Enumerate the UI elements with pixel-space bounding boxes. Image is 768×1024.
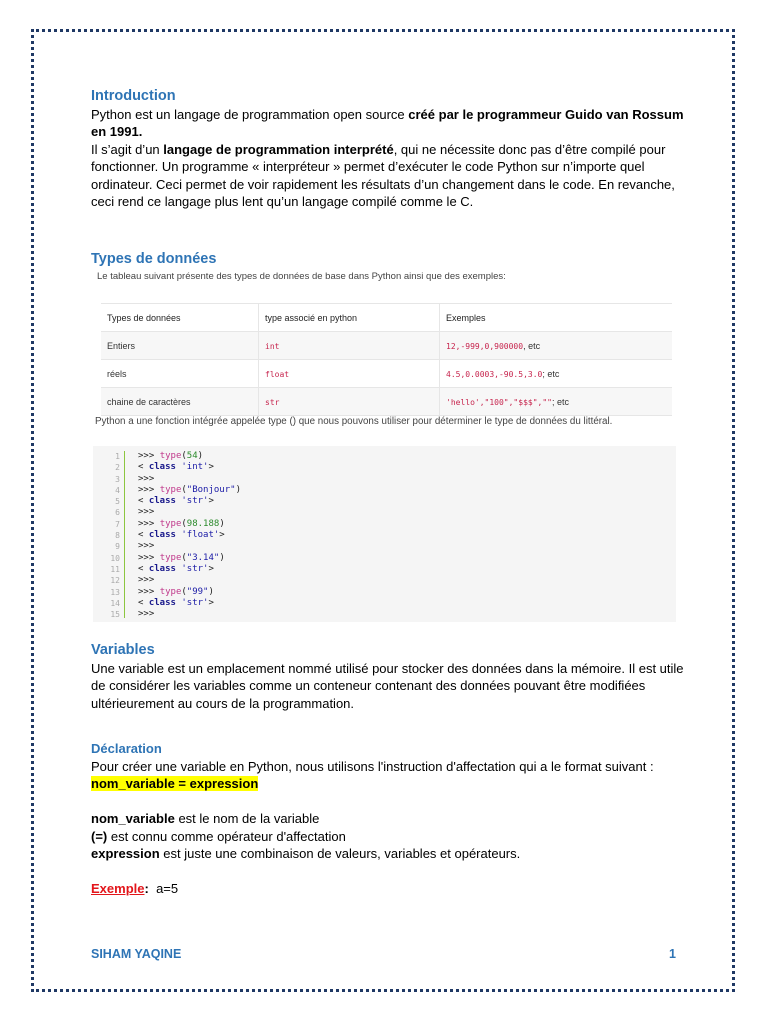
definition-term: (=)	[91, 828, 108, 844]
declaration-section	[91, 740, 691, 897]
example-value: a=5	[156, 880, 179, 896]
code-line: >>> type(54)	[138, 451, 204, 461]
code-line: < class 'str'>	[138, 496, 214, 507]
cell-type: chaine de caractères	[101, 388, 259, 416]
col-header-examples: Exemples	[440, 304, 673, 332]
code-line: < class 'int'>	[138, 462, 214, 473]
table-header-row	[101, 304, 672, 332]
example-colon: :	[144, 880, 149, 896]
line-number: 13	[110, 587, 120, 597]
table-note: Python a une fonction intégrée appelée type () que nous pouvons utiliser pour déterminer le type de données du littéral.	[95, 416, 613, 427]
types-table	[101, 303, 672, 416]
table-caption: Le tableau suivant présente des types de données de base dans Python ainsi que des exemples:	[97, 271, 506, 282]
footer-page-number: 1	[669, 947, 676, 961]
col-header-python: type associé en python	[259, 304, 440, 332]
code-line: >>> type("3.14")	[138, 552, 225, 563]
definition-term: expression	[91, 846, 160, 862]
cell-python	[259, 332, 440, 360]
line-number: 8	[115, 531, 120, 541]
definition-text: est le nom de la variable	[174, 811, 320, 827]
intro-p2-rest: , qui ne nécessite donc pas d’être compilé pour fonctionner. Un programme « interpréteur » permet d’exécuter le code Python sur n’importe quel ordinateur. Ceci permet de voir rapidement les résultats d’un changement dans le code. En revanche, ceci rend ce langage plus lent qu’un langage compilé comme le C.	[91, 141, 675, 210]
cell-examples-suffix: , etc	[523, 340, 541, 351]
line-number: 11	[110, 564, 120, 574]
code-line: >>>	[138, 575, 160, 586]
intro-paragraph-2	[91, 141, 691, 211]
cell-python-code: float	[265, 369, 290, 379]
code-line: >>>	[138, 609, 160, 620]
cell-examples-suffix: ; etc	[542, 368, 560, 379]
variables-section	[91, 640, 691, 712]
intro-paragraph-1	[91, 106, 691, 141]
declaration-format: nom_variable = expression	[91, 776, 259, 792]
cell-examples	[440, 388, 673, 416]
table-row	[101, 388, 672, 416]
intro-p1-text: Python est un langage de programmation open source	[91, 107, 409, 122]
line-number: 10	[110, 553, 120, 563]
code-line: >>> type("99")	[138, 586, 214, 597]
code-line: >>>	[138, 473, 160, 484]
cell-examples-code: 12,-999,0,900000	[446, 341, 524, 351]
line-number: 14	[110, 598, 120, 608]
intro-p2-bold: langage de programmation interprété	[163, 141, 394, 157]
line-number: 6	[115, 508, 120, 518]
intro-p2-text: Il s’agit d’un	[91, 141, 164, 157]
line-number: 2	[115, 463, 120, 473]
table-row	[101, 360, 672, 388]
intro-heading: Introduction	[91, 88, 176, 104]
code-line: >>> type(98.188)	[138, 518, 225, 529]
cell-examples	[440, 360, 673, 388]
definition-term: nom_variable	[91, 811, 175, 827]
cell-examples-code: 4.5,0.0003,-90.5,3.0	[446, 369, 543, 379]
declaration-text: Pour créer une variable en Python, nous utilisons l'instruction d'affectation qui a le format suivant :	[91, 759, 654, 774]
line-number: 4	[115, 485, 120, 495]
cell-examples	[440, 332, 673, 360]
example-label: Exemple	[91, 880, 145, 896]
table-row	[101, 332, 672, 360]
line-number: 1	[115, 452, 120, 461]
cell-type: Entiers	[101, 332, 259, 360]
line-number: 9	[115, 542, 120, 552]
cell-type: réels	[101, 360, 259, 388]
line-number: 5	[115, 497, 120, 507]
code-block	[93, 446, 676, 622]
code-line: < class 'str'>	[138, 563, 214, 574]
line-number-gutter	[93, 451, 125, 618]
example-line	[91, 880, 691, 897]
variables-paragraph: Une variable est un emplacement nommé utilisé pour stocker des données dans la mémoire. Il est utile de considérer les variables comme un conteneur contenant des données pouvant être modifiées ultérieurement au cours de la programmation.	[91, 661, 684, 711]
intro-p1-end: .	[138, 124, 143, 140]
cell-python	[259, 388, 440, 416]
variables-heading: Variables	[91, 642, 155, 658]
cell-python-code: str	[265, 397, 280, 407]
definition-line	[91, 828, 691, 845]
code-line: >>>	[138, 507, 160, 518]
types-table-image	[93, 265, 675, 431]
definition-line	[91, 845, 691, 862]
footer-author: SIHAM YAQINE	[91, 947, 182, 961]
cell-python	[259, 360, 440, 388]
code-line: >>> type("Bonjour")	[138, 484, 241, 495]
intro-p1-bold: créé par le programmeur Guido van Rossum en 1991	[91, 107, 684, 140]
intro-section	[91, 86, 691, 210]
line-number: 15	[110, 610, 120, 620]
cell-examples-code: 'hello',"100","$$$",""	[446, 397, 552, 407]
types-heading: Types de données	[91, 251, 217, 267]
code-line: >>>	[138, 541, 160, 552]
definition-text: est juste une combinaison de valeurs, variables et opérateurs.	[159, 846, 521, 862]
line-number: 12	[110, 576, 120, 586]
code-line: < class 'str'>	[138, 597, 214, 608]
declaration-heading: Déclaration	[91, 741, 162, 756]
col-header-type: Types de données	[101, 304, 259, 332]
definition-text: est connu comme opérateur d'affectation	[107, 828, 346, 844]
declaration-paragraph	[91, 758, 691, 793]
code-line: < class 'float'>	[138, 530, 225, 541]
cell-examples-suffix: ; etc	[551, 396, 569, 407]
line-number: 3	[115, 474, 120, 484]
code-lines	[138, 451, 241, 620]
definition-line	[91, 810, 691, 827]
cell-python-code: int	[265, 341, 280, 351]
line-number: 7	[115, 519, 120, 529]
